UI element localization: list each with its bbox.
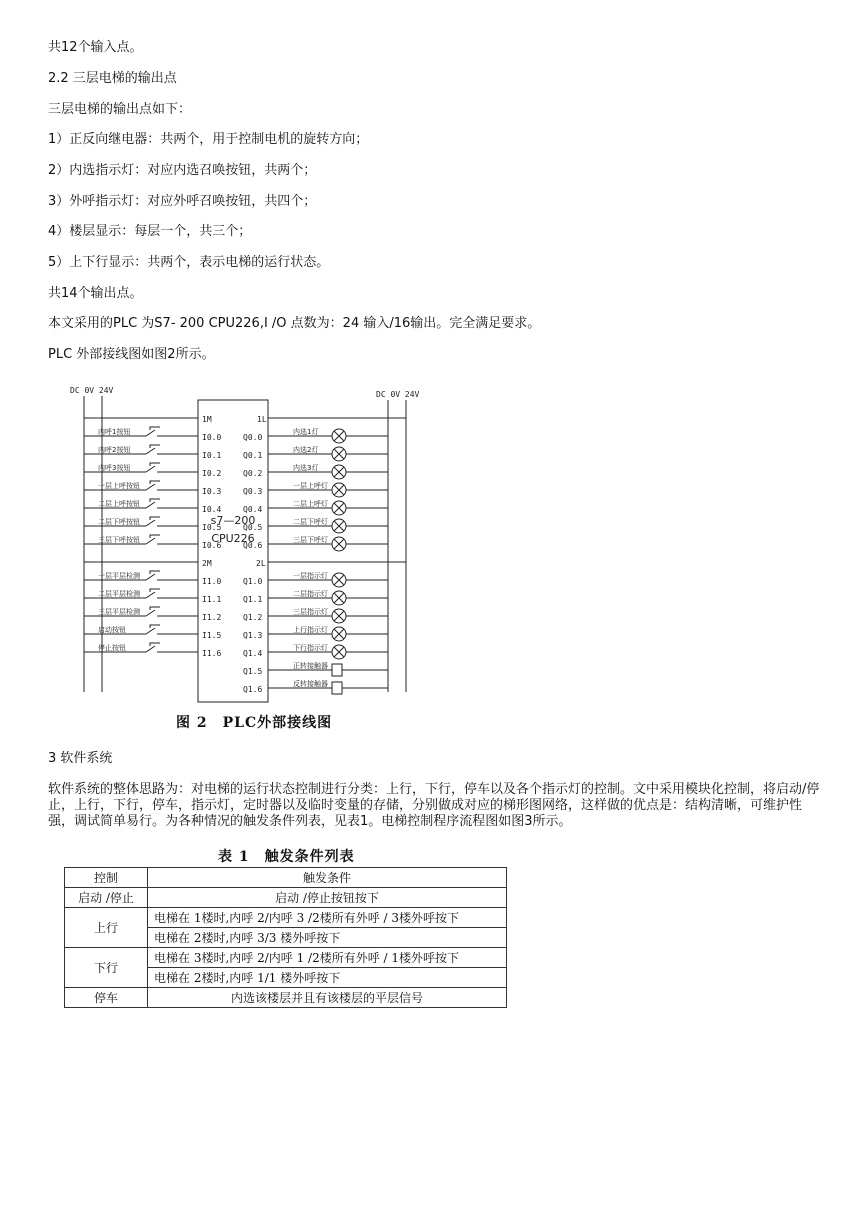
output-row xyxy=(243,445,388,461)
input-label: 二层上呼按钮 xyxy=(98,500,140,508)
list-item: 4）楼层显示：每层一个，共三个； xyxy=(48,224,252,239)
output-label: 上行指示灯 xyxy=(293,626,328,634)
output-label: 一层指示灯 xyxy=(293,572,328,580)
output-label: 一层上呼灯 xyxy=(293,482,328,490)
output-address: Q0.3 xyxy=(243,487,263,496)
condition-cell: 内选该楼层并且有该楼层的平层信号 xyxy=(148,988,507,1008)
table-row xyxy=(65,948,507,968)
input-address: I0.3 xyxy=(202,487,222,496)
input-row xyxy=(84,427,221,442)
section-3-heading: 3 软件系统 xyxy=(48,751,113,766)
doc-line: 三层电梯的输出点如下： xyxy=(48,102,192,117)
input-address: I0.0 xyxy=(202,433,222,442)
common-2l: 2L xyxy=(256,559,266,568)
output-label: 三层指示灯 xyxy=(293,608,328,616)
input-label: 二层下呼按钮 xyxy=(98,518,140,526)
plc-cpu-label: CPU226 xyxy=(211,532,255,545)
plc-model-label: s7—200 xyxy=(210,514,256,527)
common-2m: 2M xyxy=(202,559,212,568)
table-caption: 表 1 触发条件列表 xyxy=(218,849,355,865)
output-address: Q0.0 xyxy=(243,433,263,442)
output-address: Q1.4 xyxy=(243,649,263,658)
input-row xyxy=(84,481,221,496)
control-cell: 停车 xyxy=(65,988,148,1008)
header-condition: 触发条件 xyxy=(148,868,507,888)
output-row xyxy=(243,463,388,479)
input-label: 内呼3按钮 xyxy=(98,464,131,472)
common-1l: 1L xyxy=(257,415,267,424)
output-address: Q0.2 xyxy=(243,469,263,478)
input-row xyxy=(84,499,221,514)
output-label: 内选3灯 xyxy=(293,464,319,472)
output-address: Q1.5 xyxy=(243,667,263,676)
condition-cell: 电梯在 1楼时,内呼 2/内呼 3 /2楼所有外呼 / 3楼外呼按下 xyxy=(148,908,507,928)
output-row xyxy=(243,481,388,497)
output-row xyxy=(243,589,388,605)
input-row xyxy=(84,643,221,658)
output-label: 内选2灯 xyxy=(293,446,319,454)
condition-cell: 启动 /停止按钮按下 xyxy=(148,888,507,908)
common-1m: 1M xyxy=(202,415,212,424)
input-row xyxy=(84,625,221,640)
control-cell: 下行 xyxy=(65,948,148,988)
input-label: 二层平层检测 xyxy=(98,590,140,598)
output-row xyxy=(243,517,388,533)
output-address: Q0.4 xyxy=(243,505,263,514)
contactor-coil-icon xyxy=(332,664,342,676)
output-row xyxy=(243,499,388,515)
input-address: I0.1 xyxy=(202,451,222,460)
output-row xyxy=(243,427,388,443)
contactor-coil-icon xyxy=(332,682,342,694)
output-address: Q0.1 xyxy=(243,451,263,460)
control-cell: 上行 xyxy=(65,908,148,948)
input-address: I1.6 xyxy=(202,649,222,658)
input-address: I1.2 xyxy=(202,613,222,622)
input-row xyxy=(84,571,221,586)
output-row xyxy=(243,661,388,676)
output-address: Q0.6 xyxy=(243,541,263,550)
input-address: I0.2 xyxy=(202,469,222,478)
output-label: 二层下呼灯 xyxy=(293,518,328,526)
right-supply-label: DC 0V 24V xyxy=(376,390,420,399)
output-row xyxy=(243,679,388,694)
output-row xyxy=(243,571,388,587)
output-row xyxy=(243,607,388,623)
output-label: 三层下呼灯 xyxy=(293,536,328,544)
section-3-paragraph: 软件系统的整体思路为：对电梯的运行状态控制进行分类：上行，下行，停车以及各个指示灯的控制。文中采用模块化控制，将启动/停止，上行，下行，停车，指示灯，定时器以及临时变量的存储，分别做成对应的梯形图网络，这样做的优点是：结构清晰，可维护性强，调试简单易行。为各种情况的触发条件列表，见表1。电梯控制程序流程图如图3所示。 xyxy=(48,782,820,829)
input-address: I1.1 xyxy=(202,595,222,604)
doc-line: PLC 外部接线图如图2所示。 xyxy=(48,347,215,362)
input-label: 一层平层检测 xyxy=(98,572,140,580)
output-label: 二层上呼灯 xyxy=(293,500,328,508)
output-label: 内选1灯 xyxy=(293,428,319,436)
output-address: Q0.5 xyxy=(243,523,263,532)
input-row xyxy=(84,589,221,604)
output-label: 正转接触器 xyxy=(293,662,328,670)
list-item: 2）内选指示灯：对应内选召唤按钮，共两个； xyxy=(48,163,317,178)
input-address: I0.6 xyxy=(202,541,222,550)
output-address: Q1.3 xyxy=(243,631,263,640)
input-row xyxy=(84,517,221,532)
trigger-condition-table xyxy=(64,867,507,1008)
output-label: 下行指示灯 xyxy=(293,644,328,652)
doc-line: 本文采用的PLC 为S7- 200 CPU226,I /O 点数为：24 输入/16输出。完全满足要求。 xyxy=(48,316,541,331)
plc-wiring-diagram xyxy=(64,382,434,707)
input-row xyxy=(84,463,221,478)
doc-line: 共12个输入点。 xyxy=(48,40,143,55)
input-label: 内呼1按钮 xyxy=(98,428,131,436)
output-label: 反转接触器 xyxy=(293,680,328,688)
table-header-row xyxy=(65,868,507,888)
list-item: 1）正反向继电器：共两个，用于控制电机的旋转方向； xyxy=(48,132,369,147)
condition-cell: 电梯在 2楼时,内呼 3/3 楼外呼按下 xyxy=(148,928,507,948)
input-label: 三层下呼按钮 xyxy=(98,536,140,544)
header-control: 控制 xyxy=(65,868,148,888)
table-row xyxy=(65,888,507,908)
input-address: I0.4 xyxy=(202,505,222,514)
left-supply-label: DC 0V 24V xyxy=(70,386,114,395)
input-label: 启动按钮 xyxy=(98,626,126,634)
input-row xyxy=(84,445,221,460)
condition-cell: 电梯在 3楼时,内呼 2/内呼 1 /2楼所有外呼 / 1楼外呼按下 xyxy=(148,948,507,968)
input-label: 一层上呼按钮 xyxy=(98,482,140,490)
output-address: Q1.1 xyxy=(243,595,263,604)
output-row xyxy=(243,535,388,551)
output-row xyxy=(243,643,388,659)
table-row xyxy=(65,988,507,1008)
input-label: 三层平层检测 xyxy=(98,608,140,616)
condition-cell: 电梯在 2楼时,内呼 1/1 楼外呼按下 xyxy=(148,968,507,988)
input-row xyxy=(84,535,221,550)
output-address: Q1.6 xyxy=(243,685,263,694)
list-item: 5）上下行显示：共两个，表示电梯的运行状态。 xyxy=(48,255,330,270)
section-2-2-heading: 2.2 三层电梯的输出点 xyxy=(48,71,177,86)
figure-caption: 图 2 PLC外部接线图 xyxy=(176,715,333,731)
input-address: I0.5 xyxy=(202,523,222,532)
input-address: I1.0 xyxy=(202,577,222,586)
output-label: 二层指示灯 xyxy=(293,590,328,598)
doc-line: 共14个输出点。 xyxy=(48,286,143,301)
input-row xyxy=(84,607,221,622)
output-address: Q1.0 xyxy=(243,577,263,586)
input-label: 内呼2按钮 xyxy=(98,446,131,454)
control-cell: 启动 /停止 xyxy=(65,888,148,908)
output-address: Q1.2 xyxy=(243,613,263,622)
table-row xyxy=(65,908,507,928)
list-item: 3）外呼指示灯：对应外呼召唤按钮，共四个； xyxy=(48,194,317,209)
input-address: I1.5 xyxy=(202,631,222,640)
output-row xyxy=(243,625,388,641)
input-label: 停止按钮 xyxy=(98,644,126,652)
